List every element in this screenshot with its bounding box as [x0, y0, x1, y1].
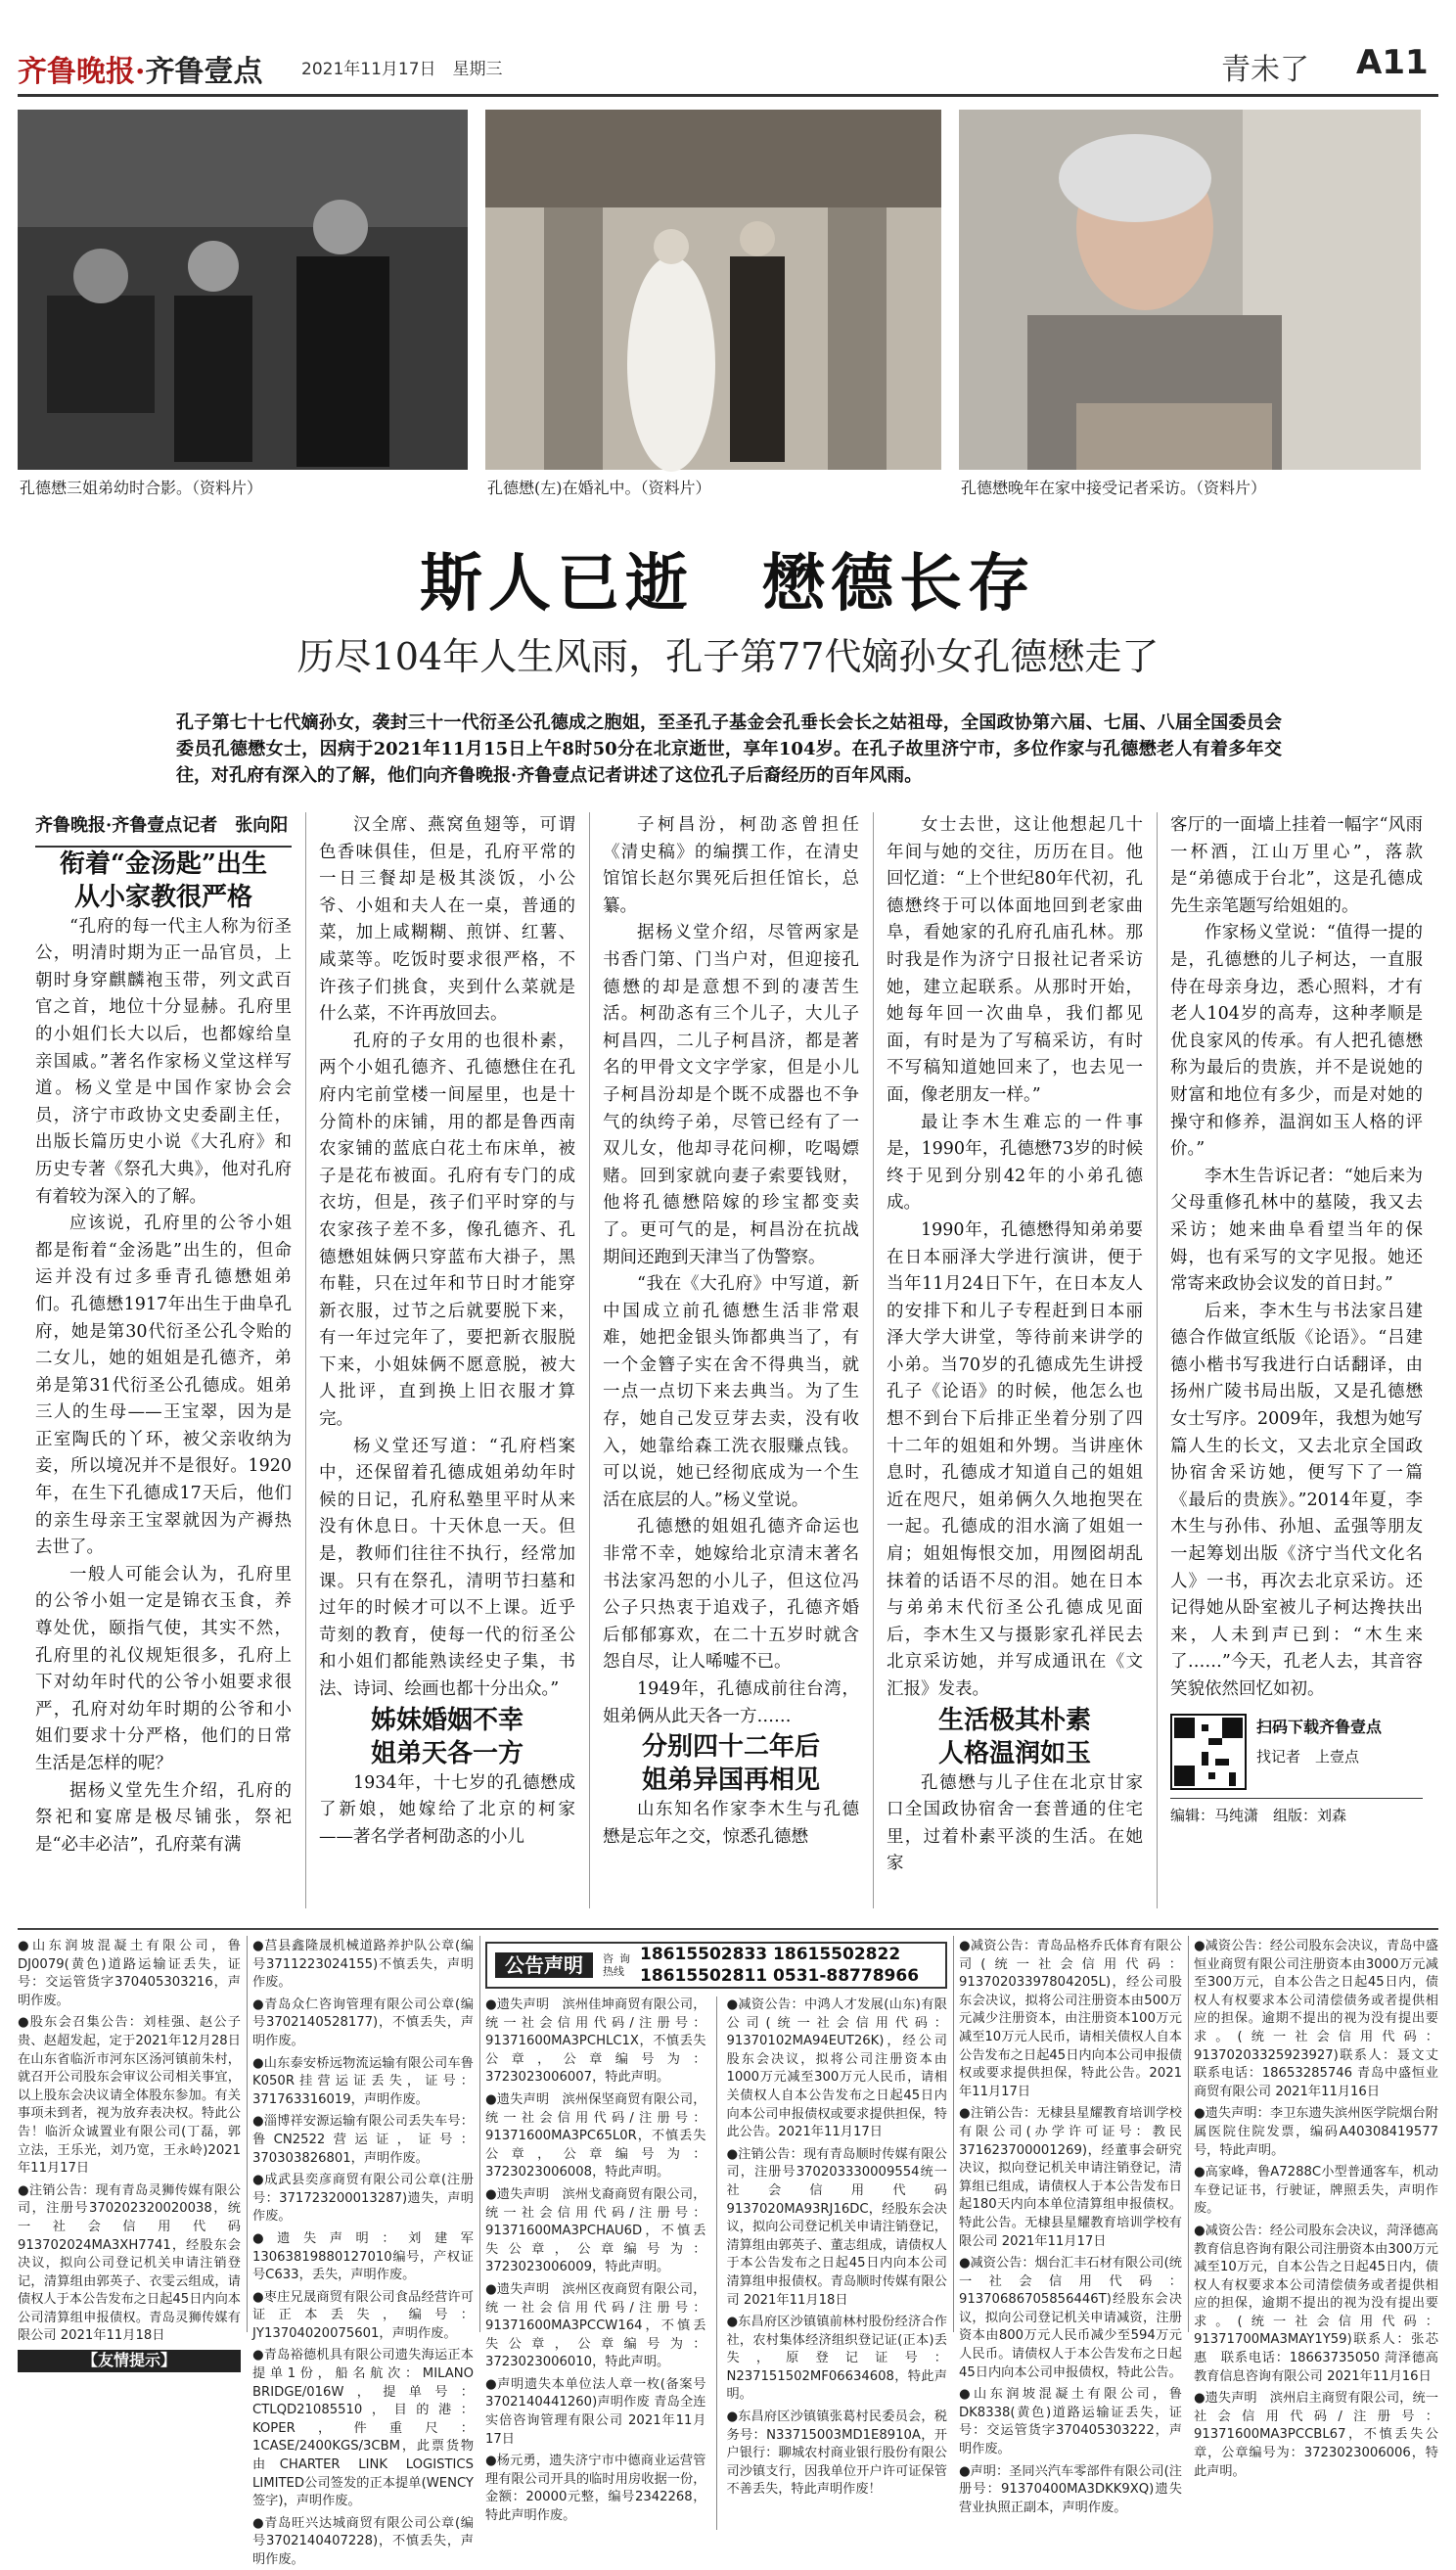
classified-notice: ●遗失声明 滨州保坚商贸有限公司，统一社会信用代码/注册号：91371600MA3PC65L0R，不慎丢失公章，公章编号为：3723023006008，特此声明。 [485, 2091, 706, 2180]
article-paragraph: 子柯昌汾，柯劭忞曾担任《清史稿》的编撰工作，在清史馆馆长赵尔巽死后担任馆长，总纂。 [603, 815, 859, 916]
classified-notice: ●山东润坡混凝土有限公司，鲁DK8338(黄色)道路运输证丢失，证号：交运管货字370405303222，声明作废。 [959, 2387, 1182, 2457]
section-heading: 衔着“金汤匙”出生 从小家教很严格 [60, 849, 267, 912]
photo-wedding [485, 110, 941, 470]
article-paragraph: 孔德懋的姐姐孔德齐命运也非常不幸，她嫁给北京清末著名书法家冯恕的小儿子，但这位冯公子只热衷于追戏子，孔德齐婚后郁郁寡欢，在二十五岁时就含怨自尽，让人唏嘘不已。 [603, 1517, 859, 1673]
article-column-3 [603, 812, 859, 1908]
classified-notice: ●股东会召集公告：刘桂强、赵公子贵、赵超发起，定于2021年12月28日在山东省临沂市河东区汤河镇前朱村，就召开公司股东会审议公司相关事宜，以上股东会决议请全体股东参加。有关事项未到者，视为放弃表决权。特此公告！临沂众诚置业有限公司(丁磊，郭立法，王乐光，刘乃宽，王永岭)2021年11月17日 [18, 2015, 241, 2177]
classified-notice: ●高家峰，鲁A7288C小型普通客车，机动车登记证书，行驶证，牌照丢失，声明作废。 [1194, 2165, 1438, 2217]
qr-label: 扫码下载齐鲁壹点 [1256, 1717, 1383, 1736]
qr-block [1170, 1714, 1423, 1790]
issue-date: 2021年11月17日 星期三 [301, 60, 503, 79]
ads-column-6 [1194, 1938, 1452, 2479]
ads-column-4 [726, 1996, 947, 2530]
headline: 斯人已逝 懋德长存 [420, 547, 1036, 620]
ads-column-3 [485, 1996, 706, 2530]
lead-paragraph: 孔子第七十七代嫡孙女，袭封三十一代衍圣公孔德成之胞姐，至圣孔子基金会孔垂长会长之姑祖母，全国政协第六届、七届、八届全国委员会委员孔德懋女士，因病于2021年11月15日上午8时50分在北京逝世，享年104岁。在孔子故里济宁市，多位作家与孔德懋老人有着多年交往，对孔府有深入的了解，他们向齐鲁晚报·齐鲁壹点记者讲述了这位孔子后裔经历的百年风雨。 [176, 712, 1282, 786]
article-paragraph: 孔府的子女用的也很朴素，两个小姐孔德齐、孔德懋住在孔府内宅前堂楼一间屋里，也是十分简朴的床铺，用的都是鲁西南农家铺的蓝底白花土布床单，被子是花布被面。孔府有专门的成衣坊，但是，孩子们平时穿的与农家孩子差不多，像孔德齐、孔德懋姐妹俩只穿蓝布大褂子，黑布鞋，只在过年和节日时才能穿新衣服，过节之后就要脱下来，有一年过完年了，要把新衣服脱下来，小姐妹俩不愿意脱，被大人批评，直到换上旧衣服才算完。 [319, 1031, 575, 1430]
classified-notice: ●遗失声明 滨州启主商贸有限公司，统一社会信用代码/注册号：91371600MA3PCCBL67，不慎丢失公章，公章编号为：3723023006006，特此声明。 [1194, 2391, 1438, 2479]
article-paragraph: 一般人可能会认为，孔府里的公爷小姐一定是锦衣玉食，养尊处优，颐指气使，其实不然，孔府里的礼仪规矩很多，孔府上下对幼年时代的公爷小姐要求很严，孔府对幼年时期的公爷和小姐们要求十分严格，他们的日常生活是怎样的呢？ [35, 1564, 292, 1773]
classified-notice: ●遗失声明 滨州戈裔商贸有限公司，统一社会信用代码/注册号：91371600MA3PCHAU6D，不慎丢失公章，公章编号为：3723023006009，特此声明。 [485, 2186, 706, 2275]
classified-notice: ●减资公告：经公司股东会决议，菏泽德高教育信息咨询有限公司注册资本由300万元减至10万元，自本公告之日起45日内，债权人有权要求本公司清偿债务或者提供相应的担保，逾期不提出的视为没有提出要求。(统一社会信用代码：91371700MA3MAY1Y59)联系人：张芯惠 联系电话：18663735050 菏泽德高教育信息咨询有限公司 2021年11月16日 [1194, 2223, 1438, 2384]
classified-notice: ●减资公告：经公司股东会决议，青岛中盛恒业商贸有限公司注册资本由3000万元减至300万元，自本公告之日起45日内，债权人有权要求本公司清偿债务或者提供相应的担保。逾期不提出的视为没有提出要求。(统一社会信用代码：91370203325923927)联系人：聂文丈 联系电话：18653285746 青岛中盛恒业商贸有限公司 2021年11月16日 [1194, 1939, 1452, 2099]
classified-notice: ●杨元勇，遗失济宁市中德商业运营管理有限公司开具的临时用房收据一份，金额：20000元整，编号2342268，特此声明作废。 [485, 2454, 706, 2524]
section-name: 青未了 [1221, 53, 1309, 87]
article-column-5 [1170, 812, 1423, 1908]
ads-column-5 [959, 1938, 1182, 2515]
subheadline: 历尽104年人生风雨，孔子第77代嫡孙女孔德懋走了 [296, 635, 1160, 678]
section-heading: 姊妹婚姻不幸 姐弟天各一方 [370, 1705, 523, 1768]
classified-notice: ●减资公告：烟台汇丰石材有限公司(统一社会信用代码：91370686705856446T)经股东会决议，拟向公司登记机关申请减资，注册资本由800万元人民币减少至594万元人民币。请债权人于本公告发布之日起45日内向本公司申报债权，特此公告。 [959, 2256, 1182, 2380]
article-paragraph: “孔府的每一代主人称为衍圣公，明清时期为正一品官员，上朝时身穿麒麟袍玉带，列文武百官之首，地位十分显赫。孔府里的小姐们长大以后，也都嫁给皇亲国戚。”著名作家杨义堂这样写道。杨义堂是中国作家协会会员，济宁市政协文史委副主任，出版长篇历史小说《大孔府》和历史专著《祭孔大典》，他对孔府有着较为深入的了解。 [35, 916, 292, 1207]
ads-column-1 [18, 1938, 241, 2370]
classified-notice: ●青岛裕德机具有限公司遗失海运正本提单1份，船名航次：MILANO BRIDGE/016W，提单号：CTLQD21085510，目的港：KOPER，件重尺：1CASE/2400KGS/3CBM，此票货物由CHARTER LINK LOGISTICS LIMITED公司签发的正本提单(WENCY签字)，声明作废。 [252, 2348, 474, 2509]
byline: 齐鲁晚报·齐鲁壹点记者 张向阳 [35, 812, 292, 848]
article-paragraph: 应该说，孔府里的公爷小姐都是衔着“金汤匙”出生的，但命运并没有过多垂青孔德懋姐弟们。孔德懋1917年出生于曲阜孔府，她是第30代衍圣公孔令贻的二女儿，她的姐姐是孔德齐，弟弟是第31代衍圣公孔德成。姐弟三人的生母——王宝翠，因为是正室陶氏的丫环，被父亲收纳为妾，所以境况并不是很好。1920年，在生下孔德成17天后，他们的亲生母亲王宝翠就因为产褥热去世了。 [35, 1214, 292, 1558]
article-column-2 [319, 812, 575, 1908]
photo-caption-3: 孔德懋晚年在家中接受记者采访。（资料片） [961, 479, 1267, 497]
ads-notice-area [485, 1938, 947, 2524]
article-paragraph: 孔德懋与儿子住在北京甘家口全国政协宿舍一套普通的住宅里，过着朴素平淡的生活。在她家 [887, 1772, 1143, 1874]
classified-notice: ●山东润坡混凝土有限公司，鲁DJ0079(黄色)道路运输证丢失，证号：交运管货字370405303216，声明作废。 [18, 1939, 241, 2008]
article-column-4 [887, 812, 1143, 1908]
classified-notice: ●青岛旺兴达城商贸有限公司公章(编号3702140407228)，不慎丢失，声明作废。 [252, 2515, 474, 2567]
notice-phone-1: 18615502833 18615502822 [640, 1945, 901, 1964]
section-heading: 分别四十二年后 姐弟异国再相见 [641, 1732, 820, 1796]
classified-notice: ●遗失声明 滨州区夜商贸有限公司，统一社会信用代码/注册号：91371600MA3PCCW164，不慎丢失公章，公章编号为：3723023006010，特此声明。 [485, 2281, 706, 2370]
qr-sublabel: 找记者 上壹点 [1256, 1748, 1360, 1767]
article-paragraph: 汉全席、燕窝鱼翅等，可谓色香味俱佳，但是，孔府平常的一日三餐却是极其淡饭，小公爷、小姐和夫人在一桌，普通的菜，加上咸糊糊、煎饼、红薯、咸菜等。吃饭时要求很严格，不许孩子们挑食，夹到什么菜就是什么菜，不许再放回去。 [319, 815, 575, 1025]
article-paragraph: 1949年，孔德成前往台湾，姐弟俩从此天各一方…… [603, 1679, 859, 1726]
article-paragraph: 杨义堂还写道：“孔府档案中，还保留着孔德成姐弟幼年时候的日记，孔府私塾里平时从来没有休息日。十天休息一天。但是，教师们往往不执行，经常加课。只有在祭孔，清明节扫墓和过年的时候才可以不上课。近乎苛刻的教育，使每一代的衍圣公和小姐们都能熟读经史子集，书法、诗词、绘画也都十分出众。” [319, 1436, 575, 1699]
photo-interview [959, 110, 1421, 470]
classified-notice: ●声明遗失本单位法人章一枚(备案号3702140441260)声明作废 青岛全连实倍咨询管理有限公司 2021年11月17日 [485, 2376, 706, 2447]
article-paragraph: “我在《大孔府》中写道，新中国成立前孔德懋生活非常艰难，她把金银头饰都典当了，有一个金簪子实在舍不得典当，就一点一点切下来去典当。为了生存，她自己发豆芽去卖，没有收入，她靠给森工洗衣服赚点钱。可以说，她已经彻底成为一个生活在底层的人。”杨义堂说。 [603, 1274, 859, 1510]
classified-notice: ●注销公告：现有青岛顺时传媒有限公司，注册号370203330009554统一社会信用代码9137020MA93RJ16DC，经股东会决议，拟向公司登记机关申请注销登记，清算组由郭英子、董志组成，请债权人于本公告发布之日起45日内向本公司清算组申报债权。青岛顺时传媒有限公司 2021年11月18日 [726, 2146, 947, 2308]
classified-notice: ●东昌府区沙镇镇张葛村民委员会，税务号：N33715003MD1E8910A，开户银行：聊城农村商业银行股份有限公司沙镇支行，因我单位开户许可证保管不善丢失，特此声明作废！ [726, 2409, 947, 2498]
classified-notice: ●遗失声明 滨州佳坤商贸有限公司，统一社会信用代码/注册号：91371600MA3PCHLC1X，不慎丢失公章，公章编号为：3723023006007，特此声明。 [485, 1997, 706, 2086]
classified-notice: ●东昌府区沙镇镇前林村股份经济合作社，农村集体经济组织登记证(正本)丢失，原登记证号：N237151502MF06634608，特此声明。 [726, 2315, 947, 2403]
classified-notice: ●成武县奕彦商贸有限公司公章(注册号：371723200013287)遗失，声明作废。 [252, 2173, 474, 2225]
masthead [18, 39, 1438, 97]
classified-notice: ●枣庄兄晟商贸有限公司食品经营许可证正本丢失，编号：JY13704020075601，声明作废。 [252, 2289, 474, 2341]
classified-notice: ●山东泰安桥远物流运输有限公司车鲁K050R挂营运证丢失，证号：371763316019，声明作废。 [252, 2055, 474, 2107]
classified-notice: ●遗失声明：刘建军13063819880127010编号，产权证号C633，丢失，声明作废。 [252, 2230, 474, 2283]
article-paragraph: 女士去世，这让他想起几十年间与她的交往，历历在目。他回忆道：“上个世纪80年代初，孔德懋终于可以体面地回到老家曲阜，看她家的孔府孔庙孔林。那时我是作为济宁日报社记者采访她，建立起联系。从那时开始，她每年回一次曲阜，我们都见面，有时是为了写稿采访，有时不写稿知道她回来了，也去见一面，像老朋友一样。” [887, 815, 1143, 1105]
article-paragraph: 客厅的一面墙上挂着一幅字“风雨一杯酒，江山万里心”，落款是“弟德成于台北”，这是孔德成先生亲笔题写给姐姐的。 [1170, 815, 1423, 916]
article-paragraph: 山东知名作家李木生与孔德懋是忘年之交，惊悉孔德懋 [603, 1800, 859, 1847]
photo-siblings [18, 110, 468, 470]
ads-divider [18, 1928, 1438, 1930]
article-paragraph: 李木生告诉记者：“她后来为父母重修孔林中的墓陵，我又去采访；她来曲阜看望当年的保姆，也有采写的文字见报。她还常寄来政协会议发的首日封。” [1170, 1166, 1423, 1295]
notice-title: 公告声明 [495, 1952, 593, 1979]
article-body [35, 812, 1423, 1918]
photo-caption-1: 孔德懋三姐弟幼时合影。（资料片） [20, 479, 263, 497]
article-paragraph: 最让李木生难忘的一件事是，1990年，孔德懋73岁的时候终于见到分别42年的小弟孔德成。 [887, 1112, 1143, 1214]
classified-notice: ●减资公告：中鸿人才发展(山东)有限公司(统一社会信用代码：91370102MA94EUT26K)，经公司股东会决议，拟将公司注册资本由1000万元减至300万元人民币，请相关债权人自本公告发布之日起45日内向本公司申报债权或要求提供担保，特此公告。2021年11月17日 [726, 1997, 947, 2140]
notice-label: 咨询热线 [603, 1952, 630, 1978]
classified-notice: ●注销公告：现有青岛灵狮传媒有限公司，注册号370202320020038，统一社会信用代码913702024MA3XH7741，经股东会决议，拟向公司登记机关申请注销登记，清算组由郭英子、衣雯云组成，请债权人于本公告发布之日起45日内向本公司清算组申报债权。青岛灵狮传媒有限公司 2021年11月18日 [18, 2182, 241, 2344]
section-heading: 生活极其朴素 人格温润如玉 [937, 1705, 1091, 1768]
classified-notice: ●声明：圣同兴汽车零部件有限公司(注册号：91370400MA3DKK9XQ)遗失营业执照正副本，声明作废。 [959, 2463, 1182, 2515]
page-number: A11 [1356, 43, 1429, 82]
qr-code[interactable] [1170, 1714, 1247, 1790]
classified-notice: ●减资公告：青岛品格乔氏体育有限公司(统一社会信用代码：91370203397804205L)，经公司股东会决议，拟将公司注册资本由500万元减少注册资本，由注册资本100万元减至10万元人民币，请相关债权人自本公告发布之日起45日内向本公司申报债权或要求提供担保，特此公告。2021年11月17日 [959, 1939, 1182, 2099]
article-paragraph: 据杨义堂先生介绍，孔府的祭祀和宴席是极尽铺张，祭祀是“必丰必洁”，孔府菜有满 [35, 1780, 292, 1855]
classified-notice: ●淄博祥安源运输有限公司丢失车号：鲁CN2522营运证，证号：370303826801，声明作废。 [252, 2114, 474, 2166]
editor-credit: 编辑：马纯潇 组版：刘森 [1170, 1798, 1423, 1830]
article-column-1 [35, 812, 292, 1908]
article-paragraph: 据杨义堂介绍，尽管两家是书香门第、门当户对，但迎接孔德懋的却是意想不到的凄苦生活。柯劭忞有三个儿子，大儿子柯昌四，二儿子柯昌济，都是著名的甲骨文文字学家，但是小儿子柯昌汾却是个既不成器也不争气的纨绔子弟，尽管已经有了一双儿女，他却寻花问柳，吃喝嫖赌。回到家就向妻子索要钱财，他将孔德懋陪嫁的珍宝都变卖了。更可气的是，柯昌汾在抗战期间还跑到天津当了伪警察。 [603, 923, 859, 1267]
classified-notice: ●青岛众仁咨询管理有限公司公章(编号3702140528177)，不慎丢失，声明作废。 [252, 1996, 474, 2048]
article-paragraph: 作家杨义堂说：“值得一提的是，孔德懋的儿子柯达，一直服侍在母亲身边，悉心照料，才有老人104岁的高寿，这种孝顺是优良家风的传承。有人把孔德懋称为最后的贵族，并不是说她的财富和地位有多少，而是对她的操守和修养，温润如玉人格的评价。” [1170, 923, 1423, 1160]
article-paragraph: 后来，李木生与书法家吕建德合作做宣纸版《论语》。“吕建德小楷书写我进行白话翻译，由扬州广陵书局出版，又是孔德懋女士写序。2009年，我想为她写篇人生的长文，又去北京全国政协宿舍采访她，便写下了一篇《最后的贵族》。”2014年夏，李木生与孙伟、孙旭、孟强等朋友一起筹划出版《济宁当代文化名人》一书，再次去北京采访。还记得她从卧室被儿子柯达搀扶出来，人未到声已到：“木生来了……”今天，孔老人去，其音容笑貌依然回忆如初。 [1170, 1301, 1423, 1699]
classified-notice: ●莒县鑫隆晟机械道路养护队公章(编号3711223024155)不慎丢失，声明作废。 [252, 1939, 474, 1991]
article-paragraph: 1990年，孔德懋得知弟弟要在日本丽泽大学进行演讲，便于当年11月24日下午，在日本友人的安排下和儿子专程赶到日本丽泽大学大讲堂，等待前来讲学的小弟。当70岁的孔德成先生讲授孔子《论语》的时候，他怎么也想不到台下后排正坐着分别了四十二年的姐姐和外甥。当讲座休息时，孔德成才知道自己的姐姐近在咫尺，姐弟俩久久地抱哭在一起。孔德成的泪水滴了姐姐一肩；姐姐悔恨交加，用囫囵胡乱抹着的话语不尽的泪。她在日本与弟弟末代衍圣公孔德成见面后，李木生又与摄影家孔祥民去北京采访她，并写成通讯在《文汇报》发表。 [887, 1219, 1143, 1699]
classified-notice: ●注销公告：无棣县星耀教育培训学校有限公司(办学许可证号：教民371623700001269)，经董事会研究决议，拟向登记机关申请注销登记，清算组已组成，请债权人于本公告发布日起180天内向本单位清算组申报债权。特此公告。无棣县星耀教育培训学校有限公司 2021年11月17日 [959, 2106, 1182, 2249]
classified-notice: ●遗失声明：李卫东遗失滨州医学院烟台附属医院住院发票，编码A40308419577号，特此声明。 [1194, 2106, 1438, 2158]
ads-column-2 [252, 1938, 474, 2567]
notice-phone-2: 18615502811 0531-88778966 [640, 1966, 920, 1986]
article-paragraph: 1934年，十七岁的孔德懋成了新娘，她嫁给了北京的柯家——著名学者柯劭忞的小儿 [319, 1772, 575, 1847]
notice-header [485, 1942, 947, 1989]
friendly-tip-title: 【友情提示】 [18, 2350, 241, 2372]
newspaper-logo: 齐鲁晚报·齐鲁壹点 [18, 55, 263, 89]
photo-caption-2: 孔德懋(左)在婚礼中。（资料片） [487, 479, 711, 497]
